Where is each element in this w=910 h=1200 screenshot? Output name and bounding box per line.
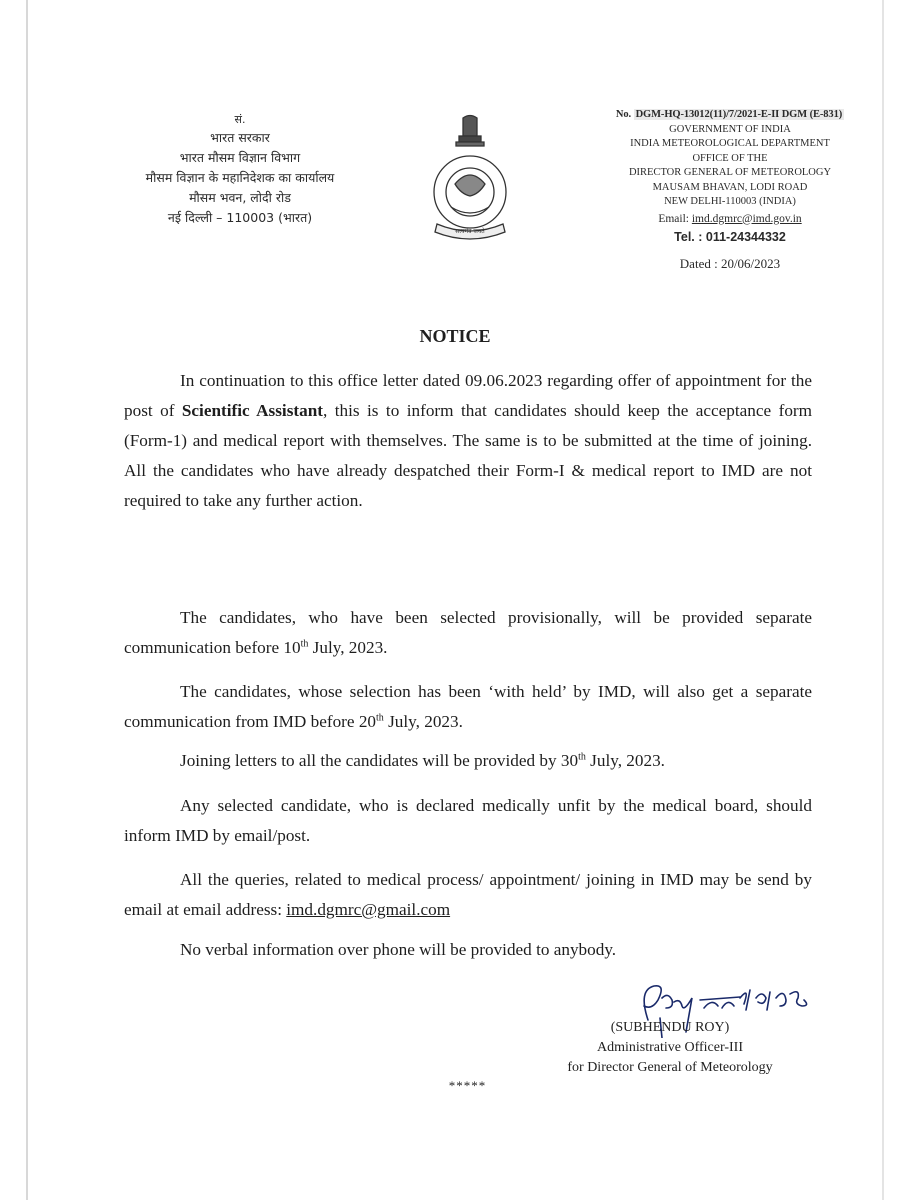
hindi-ref-label: सं. bbox=[234, 113, 246, 126]
notice-paragraph-3 bbox=[124, 677, 812, 737]
p3-ordinal: th bbox=[376, 712, 384, 724]
query-email-link[interactable]: imd.dgmrc@gmail.com bbox=[286, 900, 451, 919]
notice-paragraph-2 bbox=[124, 603, 812, 663]
end-marker: ***** bbox=[448, 1078, 487, 1093]
english-letterhead bbox=[580, 108, 880, 271]
email-link[interactable]: imd.dgmrc@imd.gov.in bbox=[691, 212, 802, 225]
scan-edge bbox=[882, 0, 884, 1200]
p1-text-b: , this is to inform that candidates should keep the acceptance form (Form-1) and medical report with themselves. The same is to be submitted at the time of joining. All the candidates who have already despatched their Form-I & medical report to IMD are not required to take any further action. bbox=[124, 401, 813, 510]
notice-paragraph-4 bbox=[124, 746, 812, 776]
p7-text: No verbal information over phone will be provided to anybody. bbox=[180, 940, 617, 959]
letter-date: Dated : 20/06/2023 bbox=[679, 255, 781, 271]
dept-line: INDIA METEOROLOGICAL DEPARTMENT bbox=[630, 138, 830, 149]
scan-edge bbox=[26, 0, 28, 1200]
hindi-letterhead bbox=[100, 112, 380, 228]
office-line: OFFICE OF THE bbox=[692, 152, 768, 164]
ref-prefix: No. bbox=[615, 109, 632, 120]
govt-line: GOVERNMENT OF INDIA bbox=[669, 123, 791, 135]
p1-text-a: In continuation to this office letter dated 09.06.2023 regarding offer of appointment for the post of bbox=[124, 371, 812, 420]
reference-number bbox=[580, 108, 880, 123]
p4-text-b: July, 2023. bbox=[585, 751, 665, 770]
p6-text-a: All the queries, related to medical process/ appointment/ joining in IMD may be send by email at email address: bbox=[124, 870, 812, 919]
city-line: NEW DELHI-110003 (INDIA) bbox=[664, 196, 796, 207]
signatory-designation: Administrative Officer-III bbox=[596, 1040, 743, 1055]
p4-text-a: Joining letters to all the candidates will be provided by 30 bbox=[180, 751, 579, 770]
p2-ordinal: th bbox=[300, 638, 309, 650]
p5-text: Any selected candidate, who is declared medically unfit by the medical board, should inform IMD by email/post. bbox=[124, 796, 812, 845]
ref-code: DGM-HQ-13012(11)/7/2021-E-II DGM (E-831) bbox=[635, 109, 843, 120]
notice-paragraph-1 bbox=[124, 366, 812, 516]
p3-text-a: The candidates, whose selection has been ‘with held’ by IMD, will also get a separate communication from IMD before 20 bbox=[124, 682, 812, 731]
national-emblem-icon bbox=[425, 112, 515, 242]
p2-text-b: July, 2023. bbox=[308, 638, 388, 657]
signatory-name: (SUBHENDU ROY) bbox=[610, 1020, 730, 1035]
office-email bbox=[580, 212, 880, 227]
hindi-dept-line: भारत मौसम विज्ञान विभाग bbox=[179, 150, 301, 165]
notice-paragraph-6 bbox=[124, 865, 812, 925]
notice-title: NOTICE bbox=[419, 326, 491, 346]
hindi-address-line: मौसम भवन, लोदी रोड bbox=[189, 190, 291, 205]
notice-paragraph-5 bbox=[124, 791, 812, 851]
p4-ordinal: th bbox=[578, 751, 586, 763]
email-label: Email: bbox=[658, 212, 689, 225]
telephone: Tel. : 011-24344332 bbox=[674, 230, 786, 244]
post-name: Scientific Assistant bbox=[181, 401, 323, 420]
p2-text-a: The candidates, who have been selected provisionally, will be provided separate communication before 10 bbox=[124, 608, 812, 657]
hindi-govt-line: भारत सरकार bbox=[210, 130, 270, 145]
signatory-block bbox=[520, 1018, 820, 1078]
signatory-for-line: for Director General of Meteorology bbox=[567, 1060, 773, 1075]
director-line: DIRECTOR GENERAL OF METEOROLOGY bbox=[628, 167, 832, 178]
hindi-office-line: मौसम विज्ञान के महानिदेशक का कार्यालय bbox=[145, 170, 335, 185]
p3-text-b: July, 2023. bbox=[383, 712, 463, 731]
address-line: MAUSAM BHAVAN, LODI ROAD bbox=[652, 181, 808, 193]
hindi-city-line: नई दिल्ली – 110003 (भारत) bbox=[167, 210, 313, 225]
notice-paragraph-7 bbox=[124, 935, 812, 965]
emblem-motto: सत्यमेव जयते bbox=[455, 228, 485, 235]
